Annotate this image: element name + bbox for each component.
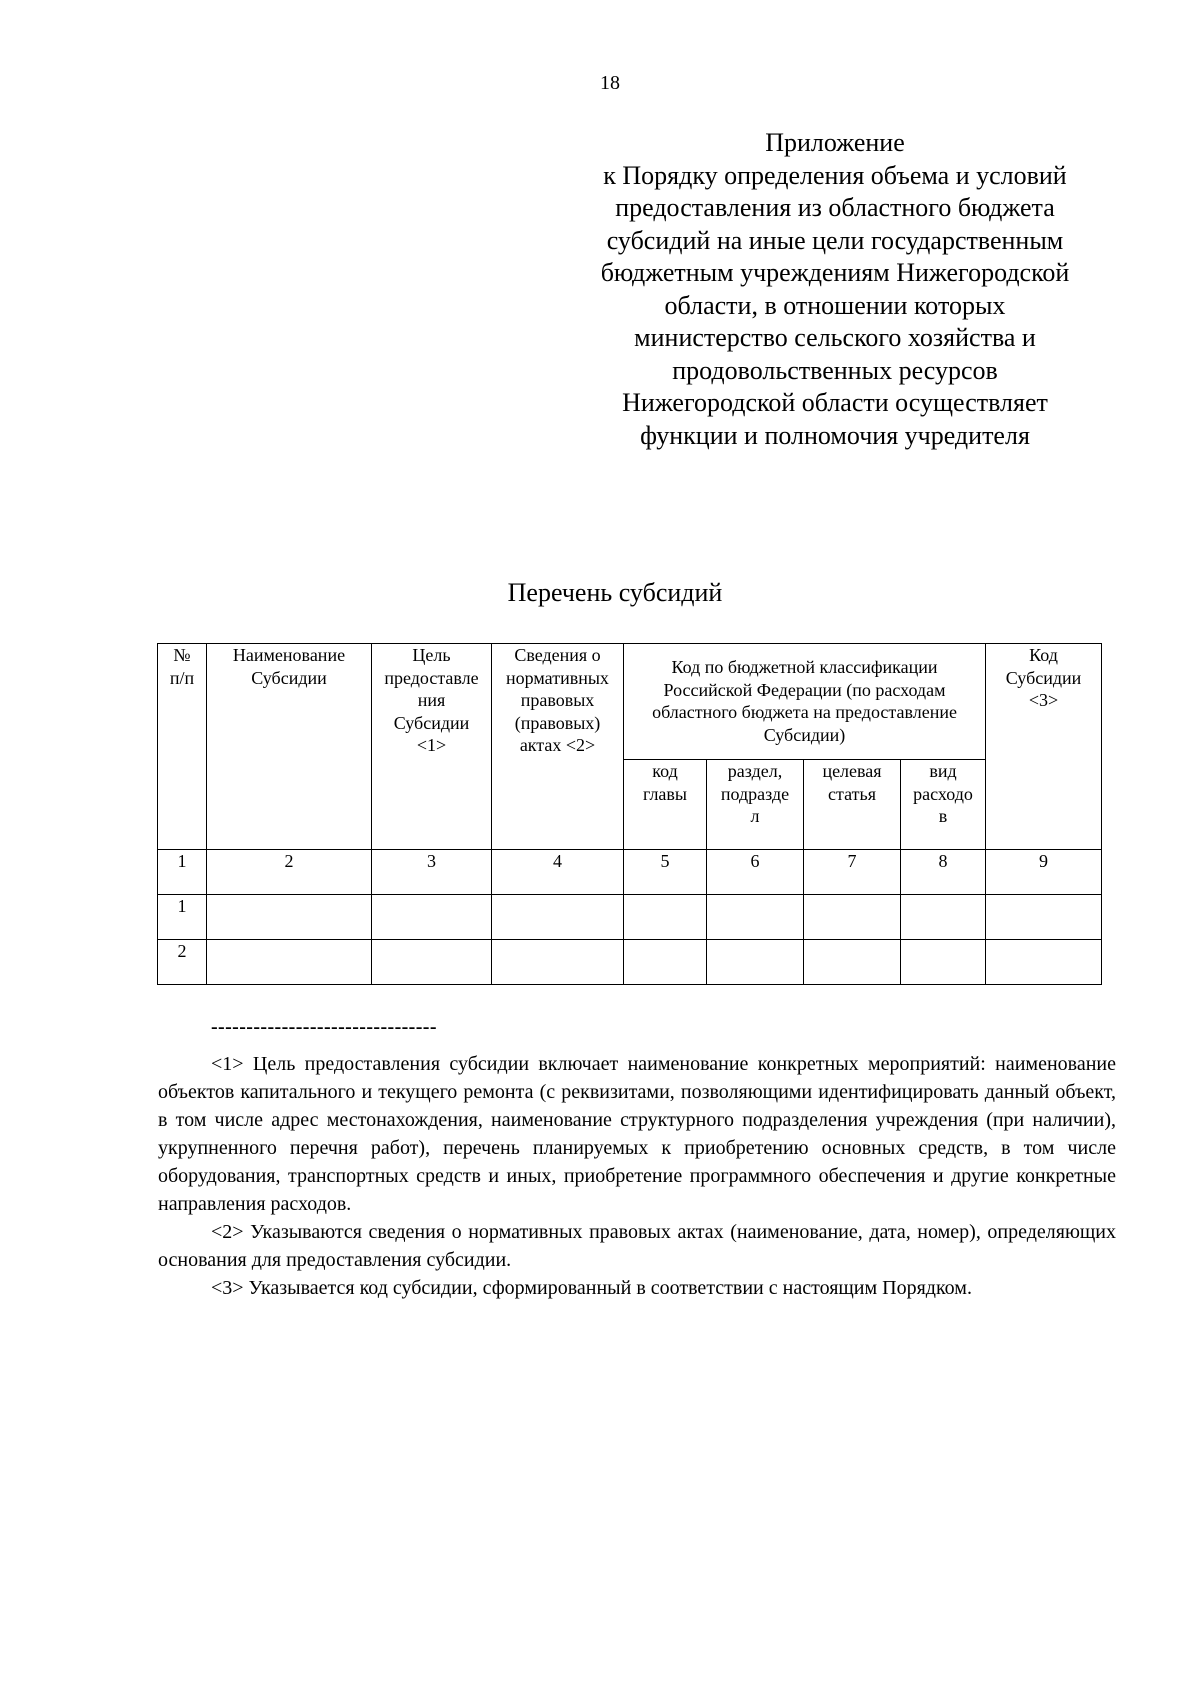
table-cell — [986, 940, 1102, 985]
table-cell — [207, 895, 372, 940]
page-number: 18 — [600, 72, 620, 94]
column-number: 2 — [207, 850, 372, 895]
table-cell — [901, 940, 986, 985]
header-purpose: Цель предоставле ния Субсидии <1> — [372, 644, 492, 850]
table-cell — [804, 940, 901, 985]
header-section: раздел, подразде л — [707, 760, 804, 850]
table-cell — [901, 895, 986, 940]
header-num: № п/п — [158, 644, 207, 850]
column-number: 6 — [707, 850, 804, 895]
table-cell — [707, 940, 804, 985]
table-cell — [207, 940, 372, 985]
table-cell — [372, 940, 492, 985]
table-cell — [624, 895, 707, 940]
appendix-header — [540, 127, 1130, 452]
appendix-line: функции и полномочия учредителя — [640, 420, 1030, 450]
column-number: 7 — [804, 850, 901, 895]
table-cell — [707, 895, 804, 940]
table-cell — [492, 940, 624, 985]
header-budget-classification: Код по бюджетной классификации Российской Федерации (по расходам областного бюджета на предоставление Субсидии) — [624, 644, 986, 760]
table-row — [158, 895, 1102, 940]
appendix-line: области, в отношении которых — [664, 290, 1006, 320]
table-cell — [372, 895, 492, 940]
list-title: Перечень субсидий — [507, 578, 723, 607]
header-expense-type: вид расходо в — [901, 760, 986, 850]
appendix-line: продовольственных ресурсов — [672, 355, 998, 385]
header-chapter-code: код главы — [624, 760, 707, 850]
table-cell — [804, 895, 901, 940]
footnote-separator: -------------------------------- — [211, 1016, 437, 1038]
footnote-1: <1> Цель предоставления субсидии включает наименование конкретных мероприятий: наименование объектов капитального и текущего ремонта (с реквизитами, позволяющими идентифицировать данный объект, в том числе адрес местонахождения, наименование структурного подразделения учреждения (при наличии), укрупненного перечня работ), перечень планируемых к приобретению основных средств, в том числе оборудования, транспортных средств и иных, приобретение программного обеспечения и другие конкретные направления расходов. — [158, 1053, 1116, 1215]
table-cell — [492, 895, 624, 940]
column-number: 5 — [624, 850, 707, 895]
appendix-line: министерство сельского хозяйства и — [634, 323, 1036, 352]
appendix-line: Приложение — [765, 128, 905, 157]
table-row — [158, 940, 1102, 985]
footnote-3: <3> Указывается код субсидии, сформированный в соответствии с настоящим Порядком. — [211, 1277, 972, 1299]
appendix-line: Нижегородской области осуществляет — [622, 388, 1048, 417]
column-number: 3 — [372, 850, 492, 895]
header-subsidy-name: Наименование Субсидии — [207, 644, 372, 850]
column-number-row — [158, 850, 1102, 895]
appendix-line: предоставления из областного бюджета — [615, 193, 1055, 222]
footnote-2: <2> Указываются сведения о нормативных правовых актах (наименование, дата, номер), определяющих основания для предоставления субсидии. — [158, 1221, 1116, 1271]
subsidies-table — [157, 643, 1102, 985]
header-legal-acts: Сведения о нормативных правовых (правовых) актах <2> — [492, 644, 624, 850]
appendix-line: субсидий на иные цели государственным — [606, 225, 1064, 255]
column-number: 9 — [986, 850, 1102, 895]
appendix-line: к Порядку определения объема и условий — [603, 160, 1067, 190]
header-subsidy-code: Код Субсидии <3> — [986, 644, 1102, 850]
header-target-article: целевая статья — [804, 760, 901, 850]
table-cell — [986, 895, 1102, 940]
column-number: 8 — [901, 850, 986, 895]
footnotes — [158, 1050, 1116, 1302]
column-number: 4 — [492, 850, 624, 895]
column-number: 1 — [158, 850, 207, 895]
table-cell — [624, 940, 707, 985]
appendix-line: бюджетным учреждениям Нижегородской — [600, 258, 1070, 287]
row-number: 1 — [158, 895, 207, 940]
row-number: 2 — [158, 940, 207, 985]
